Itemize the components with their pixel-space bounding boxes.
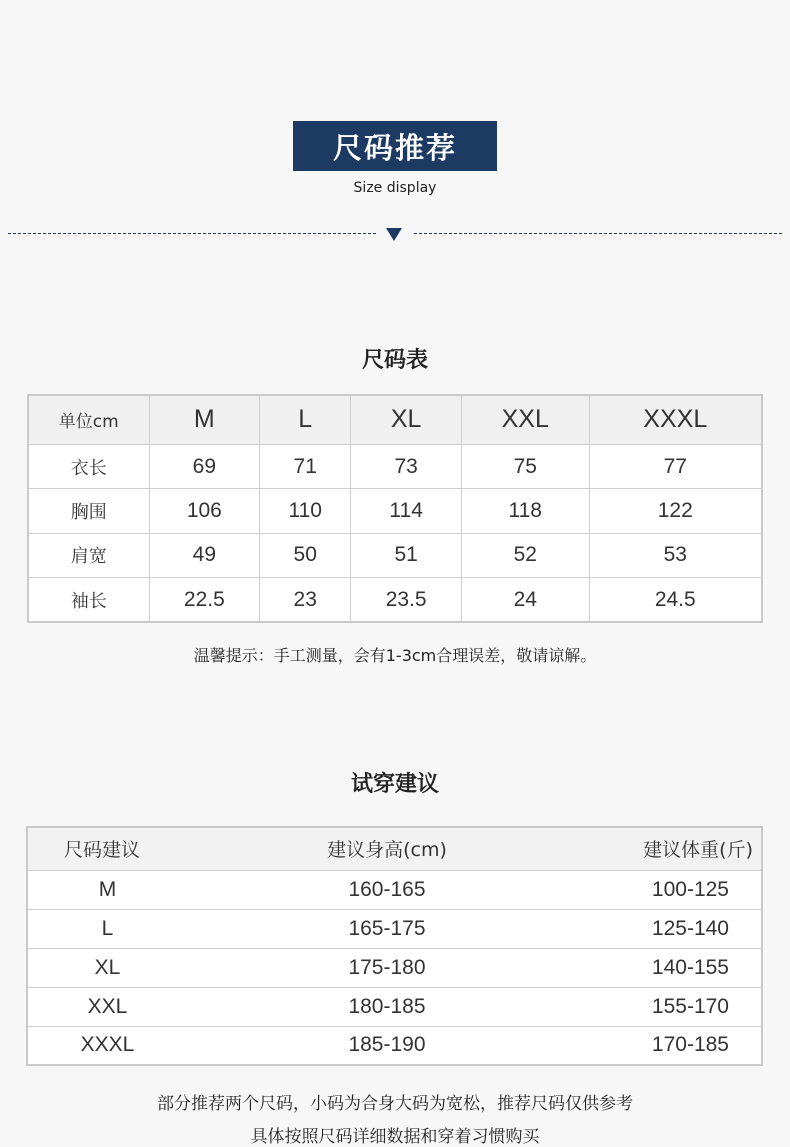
table-cell: 180-185 xyxy=(187,987,587,1026)
table-cell: 122 xyxy=(589,489,762,533)
footer-note-1: 部分推荐两个尺码，小码为合身大码为宽松，推荐尺码仅供参考 xyxy=(157,1094,633,1114)
column-header: 尺码建议 xyxy=(27,827,187,870)
table-cell: 140-155 xyxy=(587,948,762,987)
measurement-note: 温馨提示：手工测量，会有1-3cm合理误差，敬请谅解。 xyxy=(193,646,597,665)
table-cell: 170-185 xyxy=(587,1026,762,1065)
table-cell: 155-170 xyxy=(587,987,762,1026)
table-cell: 175-180 xyxy=(187,948,587,987)
table-row xyxy=(27,870,762,909)
table-cell: 24 xyxy=(461,578,589,622)
row-label: 胸围 xyxy=(28,489,149,533)
table-cell: L xyxy=(27,909,187,948)
table-cell: 49 xyxy=(149,533,260,577)
column-header: 建议身高(cm) xyxy=(187,827,587,870)
size-header: XXL xyxy=(461,395,589,444)
footer-note-2: 具体按照尺码详细数据和穿着习惯购买 xyxy=(250,1127,540,1147)
size-header: XXXL xyxy=(589,395,762,444)
divider-left xyxy=(8,233,376,234)
table-cell: 77 xyxy=(589,444,762,488)
size-header: XL xyxy=(351,395,462,444)
table-cell: 160-165 xyxy=(187,870,587,909)
table-cell: 22.5 xyxy=(149,578,260,622)
table-cell: 50 xyxy=(260,533,351,577)
table-row xyxy=(27,1026,762,1065)
table-cell: XL xyxy=(27,948,187,987)
page-title: 尺码推荐 xyxy=(293,121,497,171)
table-cell: 75 xyxy=(461,444,589,488)
table-cell: M xyxy=(27,870,187,909)
table-cell: 110 xyxy=(260,489,351,533)
table-row xyxy=(28,578,762,622)
unit-label: 单位cm xyxy=(28,395,149,444)
table-cell: 71 xyxy=(260,444,351,488)
row-label: 袖长 xyxy=(28,578,149,622)
row-label: 衣长 xyxy=(28,444,149,488)
table-cell: 100-125 xyxy=(587,870,762,909)
table-cell: XXL xyxy=(27,987,187,1026)
size-header: L xyxy=(260,395,351,444)
table-cell: 51 xyxy=(351,533,462,577)
table-row xyxy=(28,533,762,577)
table-cell: 125-140 xyxy=(587,909,762,948)
table-cell: 24.5 xyxy=(589,578,762,622)
size-chart-table xyxy=(27,394,763,623)
divider-right xyxy=(414,233,782,234)
recommendation-header-row xyxy=(27,827,762,870)
table-row xyxy=(28,444,762,488)
size-chart-header-row xyxy=(28,395,762,444)
table-cell: 165-175 xyxy=(187,909,587,948)
table-cell: 118 xyxy=(461,489,589,533)
column-header: 建议体重(斤) xyxy=(587,827,762,870)
table-row xyxy=(28,489,762,533)
recommendation-title: 试穿建议 xyxy=(350,772,439,797)
table-cell: 52 xyxy=(461,533,589,577)
triangle-down-icon xyxy=(386,228,402,241)
size-header: M xyxy=(149,395,260,444)
page-subtitle: Size display xyxy=(353,180,437,196)
table-row xyxy=(27,987,762,1026)
table-cell: 23 xyxy=(260,578,351,622)
table-row xyxy=(27,948,762,987)
size-chart-title: 尺码表 xyxy=(361,348,428,373)
table-cell: 114 xyxy=(351,489,462,533)
recommendation-table xyxy=(26,826,763,1066)
table-cell: XXXL xyxy=(27,1026,187,1065)
table-cell: 23.5 xyxy=(351,578,462,622)
table-cell: 53 xyxy=(589,533,762,577)
table-cell: 73 xyxy=(351,444,462,488)
row-label: 肩宽 xyxy=(28,533,149,577)
table-cell: 106 xyxy=(149,489,260,533)
table-cell: 185-190 xyxy=(187,1026,587,1065)
table-row xyxy=(27,909,762,948)
table-cell: 69 xyxy=(149,444,260,488)
